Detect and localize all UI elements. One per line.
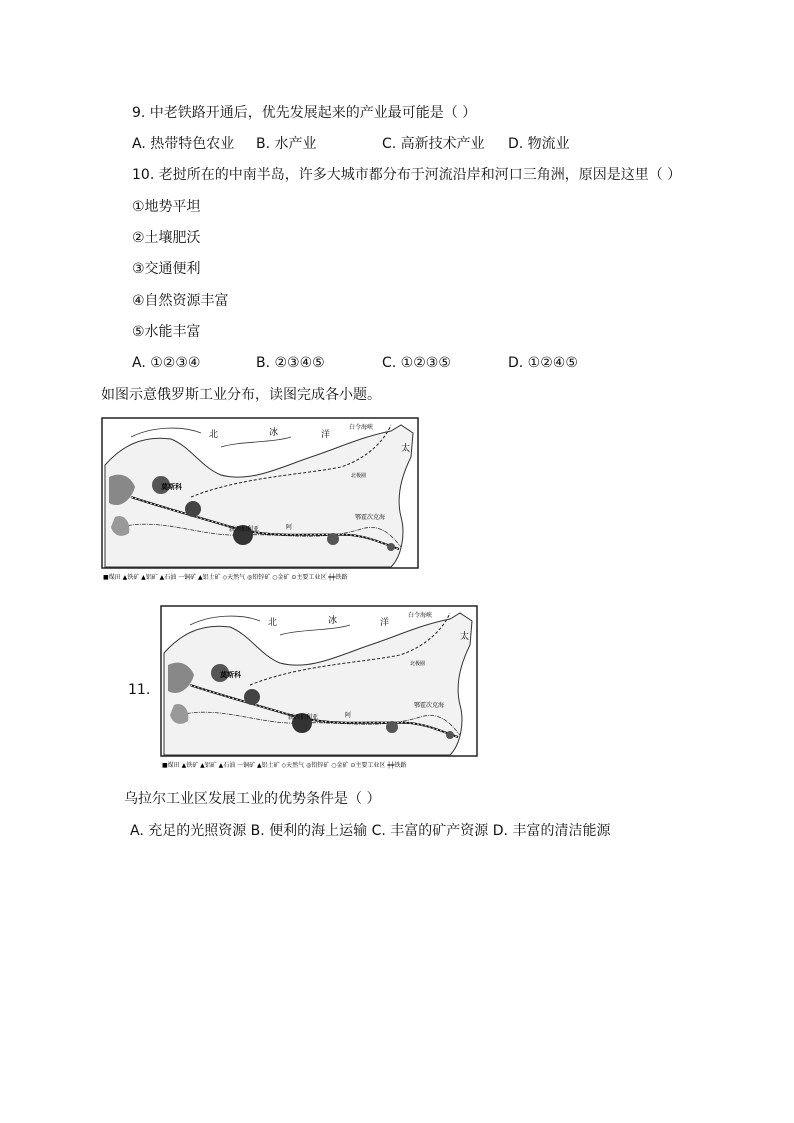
svg-text:太: 太 xyxy=(401,444,411,454)
svg-text:白令海峡: 白令海峡 xyxy=(349,424,374,431)
q9-option-d: D. 物流业 xyxy=(508,136,570,152)
q10-option-d: D. ①②④⑤ xyxy=(508,355,578,371)
q10-item-3: ③交通便利 xyxy=(132,261,201,277)
map-legend-1: ■煤田 ▲铁矿 ▲铝矿 ▲石油 一铜矿 ▲铝土矿 ◇天然气 ◎铅锌矿 ○金矿 ⊙主要工业区 ┿┿铁路 xyxy=(103,574,348,581)
svg-text:洋: 洋 xyxy=(321,430,331,440)
svg-text:莫斯科: 莫斯科 xyxy=(220,671,241,679)
svg-text:鄂霍次克海: 鄂霍次克海 xyxy=(414,702,445,709)
q10-item-2: ②土壤肥沃 xyxy=(132,230,201,246)
svg-text:洋: 洋 xyxy=(380,618,390,628)
q10-item-5: ⑤水能丰富 xyxy=(132,324,201,340)
russia-industry-map-2 xyxy=(160,605,478,773)
svg-text:北极圈: 北极圈 xyxy=(410,661,426,667)
q9-option-c: C. 高新技术产业 xyxy=(382,136,485,152)
svg-text:新西伯利亚: 新西伯利亚 xyxy=(229,526,260,533)
q10-stem: 10. 老挝所在的中南半岛，许多大城市都分布于河流沿岸和河口三角洲，原因是这里（ ） xyxy=(132,167,682,183)
svg-text:北: 北 xyxy=(268,618,278,628)
svg-text:冰: 冰 xyxy=(269,428,279,438)
svg-text:鄂霍次克海: 鄂霍次克海 xyxy=(355,514,386,521)
russia-industry-map-1 xyxy=(101,417,419,585)
q10-option-c: C. ①②③⑤ xyxy=(382,355,451,371)
q9-option-b: B. 水产业 xyxy=(256,136,317,152)
svg-text:白令海峡: 白令海峡 xyxy=(408,612,433,619)
q9-option-a: A. 热带特色农业 xyxy=(132,136,235,152)
svg-text:阿: 阿 xyxy=(345,712,352,719)
q9-stem: 9. 中老铁路开通后，优先发展起来的产业最可能是（ ） xyxy=(132,105,477,121)
q10-item-4: ④自然资源丰富 xyxy=(132,293,229,309)
svg-text:冰: 冰 xyxy=(328,616,338,626)
map-legend-2: ■煤田 ▲铁矿 ▲铝矿 ▲石油 一铜矿 ▲铝土矿 ◇天然气 ◎铅锌矿 ○金矿 ⊙主要工业区 ┿┿铁路 xyxy=(162,762,407,769)
q10-option-b: B. ②③④⑤ xyxy=(256,355,325,371)
svg-text:莫斯科: 莫斯科 xyxy=(161,483,182,491)
svg-text:北: 北 xyxy=(209,430,219,440)
svg-text:新西伯利亚: 新西伯利亚 xyxy=(288,714,319,721)
map-intro: 如图示意俄罗斯工业分布，读图完成各小题。 xyxy=(101,387,381,403)
q11-stem: 乌拉尔工业区发展工业的优势条件是（ ） xyxy=(124,791,381,807)
q10-option-a: A. ①②③④ xyxy=(132,355,201,371)
q11-number: 11. xyxy=(128,682,151,698)
q11-options: A. 充足的光照资源 B. 便利的海上运输 C. 丰富的矿产资源 D. 丰富的清洁能源 xyxy=(130,823,611,839)
svg-text:阿: 阿 xyxy=(286,524,293,531)
q10-item-1: ①地势平坦 xyxy=(132,199,201,215)
svg-text:太: 太 xyxy=(460,632,470,642)
svg-text:北极圈: 北极圈 xyxy=(351,473,367,479)
